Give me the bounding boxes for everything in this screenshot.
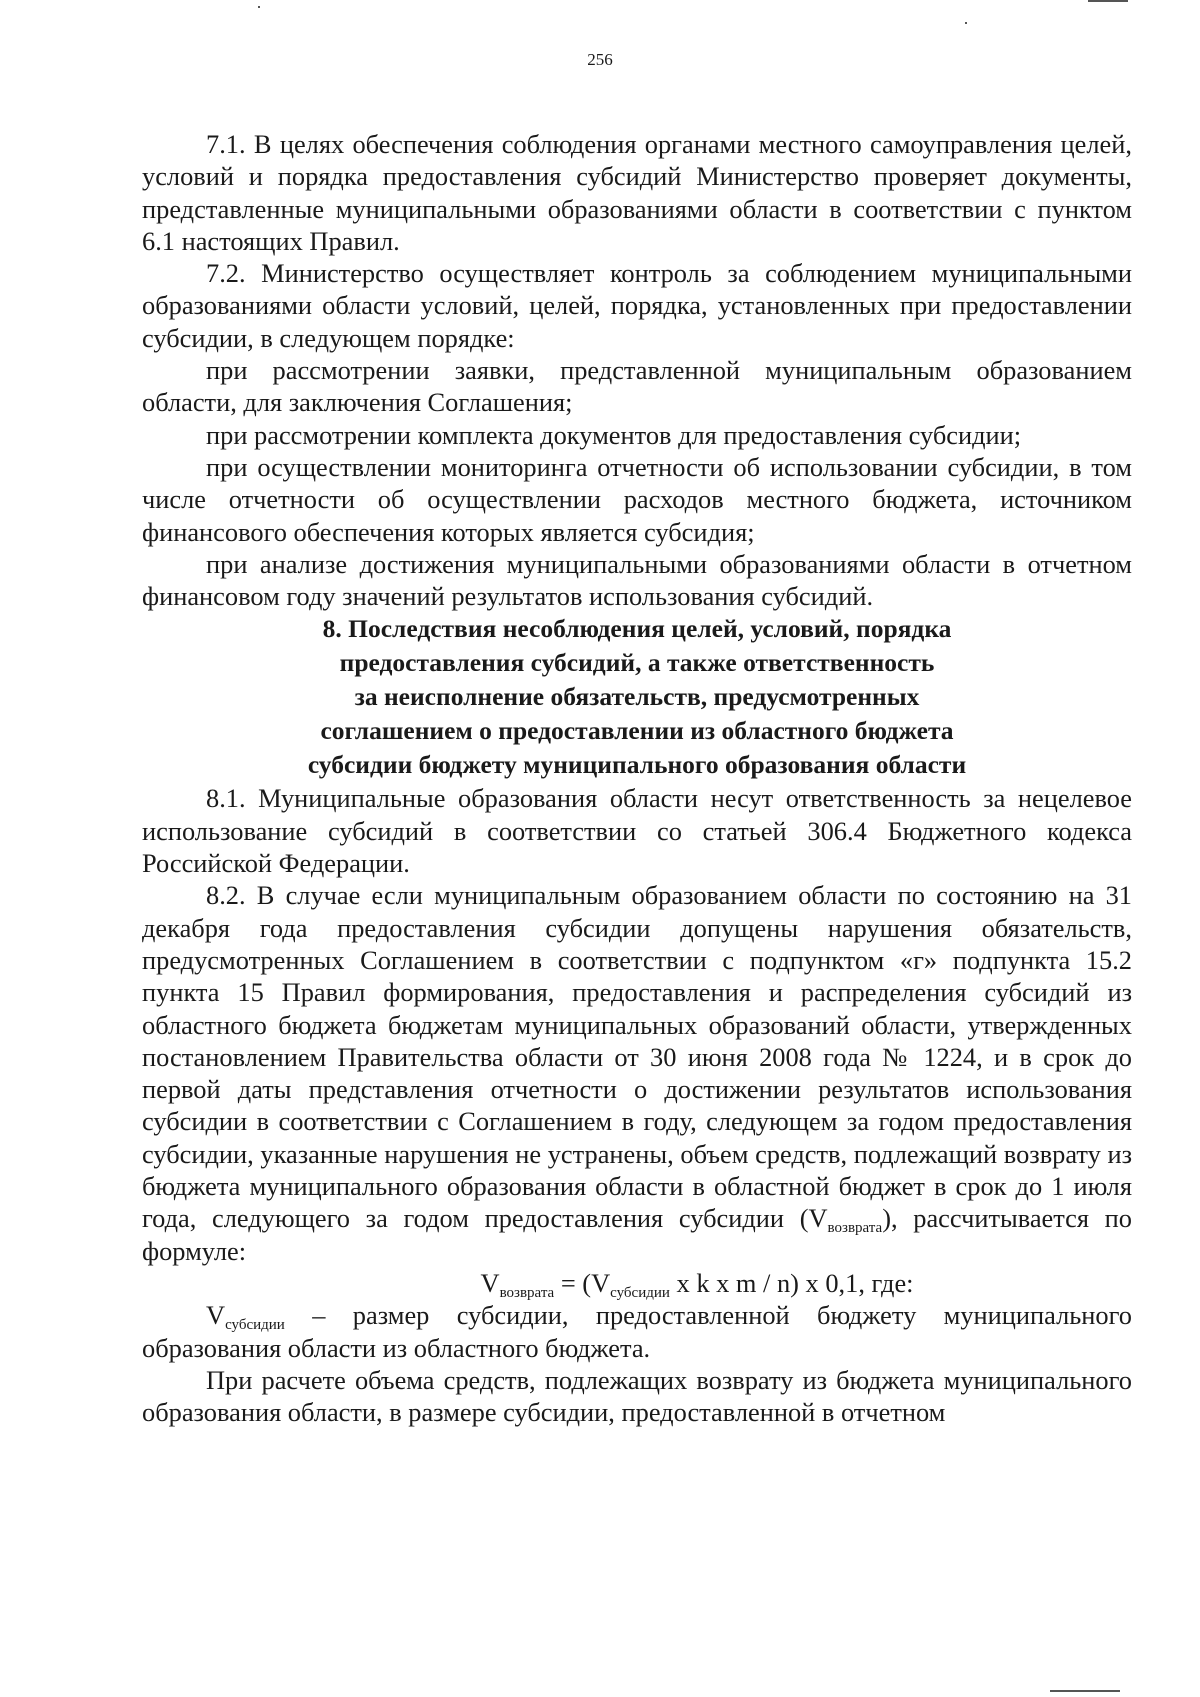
heading-line: предоставления субсидий, а также ответственность (339, 648, 935, 678)
formula-text: = (V (554, 1267, 611, 1298)
heading-line: соглашением о предоставлении из областного бюджета (320, 716, 954, 746)
formula-var: V (206, 1300, 226, 1331)
paragraph-7-2: 7.2. Министерство осуществляет контроль за соблюдением муниципальными образованиями области условий, целей, порядка, установленных при предоставлении субсидии, в следующем порядке: (142, 258, 1132, 353)
list-item: при анализе достижения муниципальными образованиями области в отчетном финансовом году значений результатов использования субсидий. (142, 548, 1132, 612)
formula-sub: возврата (499, 1284, 555, 1301)
scan-speck (965, 22, 967, 24)
paragraph-8-2 (142, 879, 1132, 1267)
section-8-heading (142, 612, 1132, 782)
scan-speck (258, 6, 260, 8)
list-item: при рассмотрении заявки, представленной муниципальным образованием области, для заключения Соглашения; (142, 355, 1132, 418)
definition-v-subsidy (142, 1299, 1132, 1364)
paragraph-7-1: 7.1. В целях обеспечения соблюдения органами местного самоуправления целей, условий и порядка предоставления субсидий Министерство проверяет документы, представленные муниципальными образованиями области в соответствии с пунктом 6.1 настоящих Правил. (142, 129, 1132, 256)
formula-sub: субсидии (610, 1284, 670, 1301)
scan-speck (1050, 1690, 1120, 1692)
paragraph-calculation: При расчете объема средств, подлежащих возврату из бюджета муниципального образования области, в размере субсидии, предоставленной в отчетном (142, 1364, 1132, 1428)
paragraph-8-1: 8.1. Муниципальные образования области несут ответственность за нецелевое использование субсидий в соответствии со статьей 306.4 Бюджетного кодекса Российской Федерации. (142, 783, 1132, 879)
list-item: при осуществлении мониторинга отчетности об использовании субсидии, в том числе отчетности об осуществлении расходов местного бюджета, источником финансового обеспечения которых является субсидия; (142, 451, 1132, 547)
formula-var: V (480, 1267, 500, 1298)
paragraph-8-2-text: 8.2. В случае если муниципальным образованием области по состоянию на 31 декабря года предоставления субсидии допущены нарушения обязательств, предусмотренных Соглашением в соответствии с подпунктом «г» подпункта 15.2 пункта 15 Правил формирования, предоставления и распределения субсидий из областного бюджета бюджетам муниципальных образований области, утвержденных постановлением Правительства области от 30 июня 2008 года № 1224, и в срок до первой даты представления отчетности о достижении результатов использования субсидии в соответствии с Соглашением в году, следующем за годом предоставления субсидии, указанные нарушения не устранены, объем средств, подлежащий возврату из бюджета муниципального образования области в областной бюджет в срок до 1 июля года, следующего за годом предоставления (142, 880, 1132, 1234)
scan-speck (1088, 0, 1128, 2)
document-body (142, 128, 1132, 1428)
page-number: 256 (587, 50, 613, 69)
subscript: возврата (827, 1220, 883, 1237)
heading-line: 8. Последствия несоблюдения целей, условий, порядка (322, 614, 952, 644)
heading-line: субсидии бюджету муниципального образования области (307, 750, 967, 780)
formula-sub: субсидии (225, 1317, 285, 1334)
definition-text: – размер субсидии, предоставленной бюджету муниципального образования области из областного бюджета. (142, 1300, 1132, 1363)
tail-text: субсидии (V (678, 1203, 828, 1234)
list-item: при рассмотрении комплекта документов для предоставления субсидии; (206, 419, 1022, 450)
return-formula (142, 1267, 1132, 1299)
tail-text: ), рассчитывается по формуле: (142, 1203, 1132, 1266)
heading-line: за неисполнение обязательств, предусмотренных (354, 682, 920, 712)
formula-text: x k x m / n) x 0,1, где: (669, 1267, 914, 1298)
